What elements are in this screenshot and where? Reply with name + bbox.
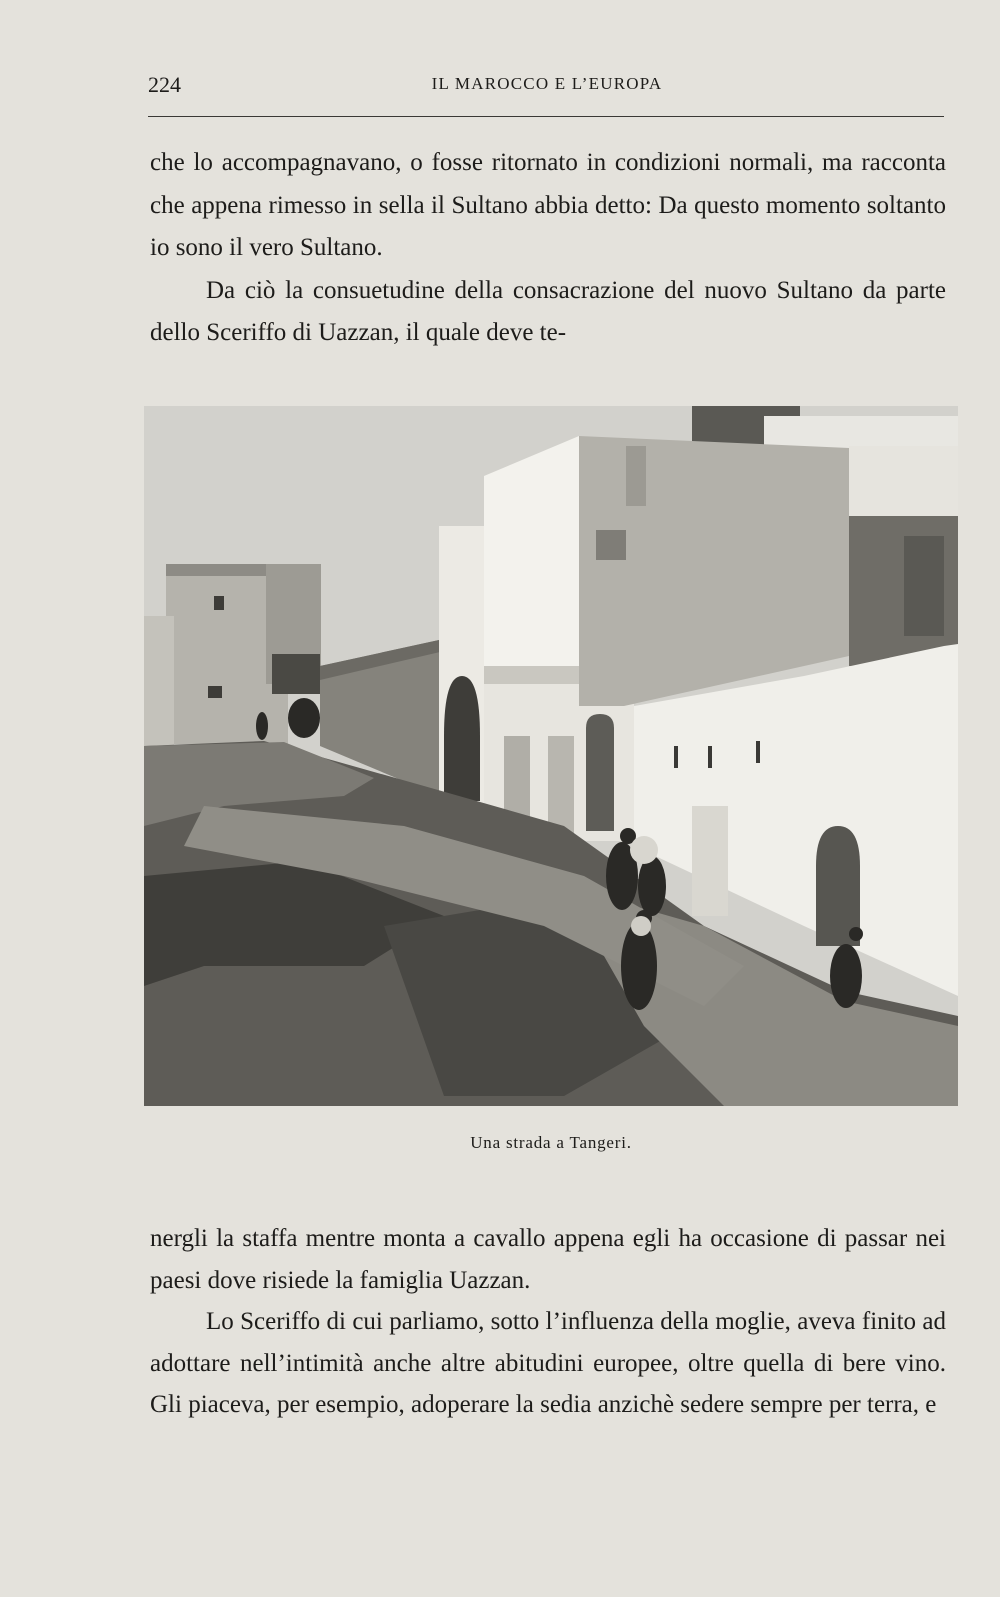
text-block-bottom	[150, 1218, 946, 1426]
running-head: IL MAROCCO E L’EUROPA	[431, 74, 663, 93]
street-photograph	[144, 406, 958, 1106]
paragraph: Lo Sceriffo di cui parliamo, sotto l’influenza della moglie, aveva finito ad adottare nell’intimità anche altre abitudini europee, oltre quella di bere vino. Gli piaceva, per esempio, adoperare la sedia anzichè sedere sempre per terra, e	[150, 1308, 946, 1418]
paragraph: nergli la staffa mentre monta a cavallo appena egli ha occasione di passar nei paesi dove risiede la famiglia Uazzan.	[150, 1225, 946, 1294]
paragraph: che lo accompagnavano, o fosse ritornato in condizioni normali, ma racconta che appena rimesso in sella il Sultano abbia detto: Da questo momento soltanto io sono il vero Sultano.	[150, 149, 946, 261]
page-number: 224	[148, 72, 181, 97]
figure-caption: Una strada a Tangeri.	[470, 1133, 632, 1152]
text-block-top	[150, 142, 946, 355]
photo-illustration	[144, 406, 958, 1106]
header-rule	[148, 116, 944, 117]
paragraph: Da ciò la consuetudine della consacrazione del nuovo Sultano da parte dello Sceriffo di Uazzan, il quale deve te-	[150, 276, 946, 346]
page-header	[148, 66, 946, 106]
